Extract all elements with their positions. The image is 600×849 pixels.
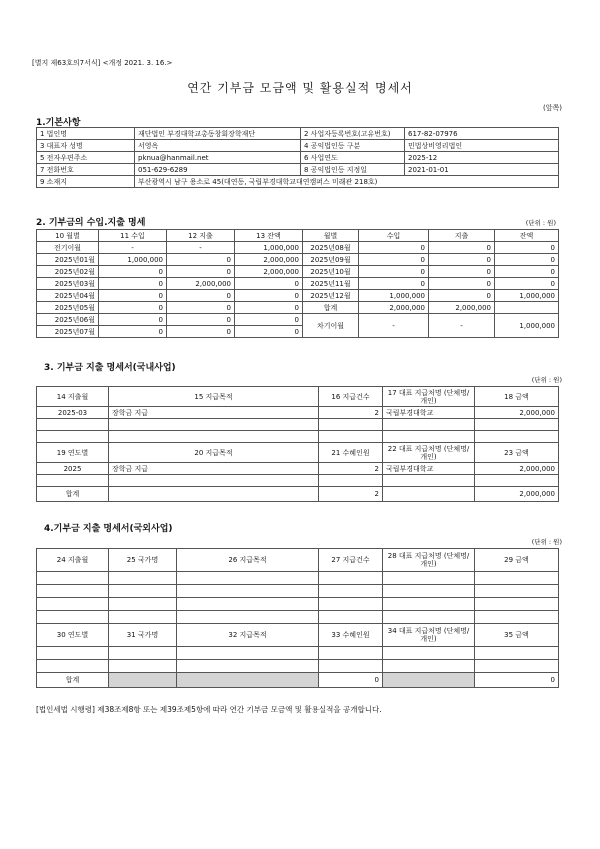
cell: 1,000,000 [359, 290, 429, 302]
document-title: 연간 기부금 모금액 및 활용실적 명세서 [187, 81, 413, 95]
cell: 0 [99, 266, 167, 278]
cell: 0 [495, 266, 559, 278]
table-row [37, 140, 559, 152]
cell: 0 [99, 278, 167, 290]
biz-no-value: 617-82-07976 [405, 128, 559, 140]
form-note: [별지 제63호의7서식] <개정 2021. 3. 16.> [32, 59, 173, 67]
total-income: 2,000,000 [359, 302, 429, 314]
legal-footer-note: [법인세법 시행령] 제38조제8항 또는 제39조제5항에 따라 연간 기부금 모금액 및 활용실적을 공개합니다. [36, 705, 382, 714]
col-recipient: 17 대표 지급처명 (단체명/개인) [383, 387, 475, 407]
table-row [37, 475, 559, 487]
cell: 0 [429, 254, 495, 266]
table-row [37, 290, 559, 302]
col-month-2: 월별 [303, 230, 359, 242]
front-page-label: (앞쪽) [543, 104, 562, 112]
cell: 0 [167, 326, 235, 338]
cell: 0 [495, 242, 559, 254]
table-header-row [37, 549, 559, 572]
cell: 0 [167, 266, 235, 278]
cell: 0 [167, 254, 235, 266]
cell: 2 [319, 463, 383, 475]
col-purpose-2: 20 지급목적 [109, 443, 319, 463]
cell: - [99, 242, 167, 254]
fiscal-year-label: 6 사업연도 [301, 152, 405, 164]
domestic-expense-table [36, 386, 559, 502]
overseas-section-title: 4.기부금 지출 명세서(국외사업) [44, 524, 173, 534]
table-header-row [37, 230, 559, 242]
cell: 2025년09월 [303, 254, 359, 266]
table-row [37, 673, 559, 688]
cell: 전기이월 [37, 242, 99, 254]
carry-forward-income: - [359, 314, 429, 338]
cell [495, 302, 559, 314]
table-row [37, 611, 559, 624]
cell: 0 [495, 254, 559, 266]
col-expense-month: 14 지출월 [37, 387, 109, 407]
cell: 1,000,000 [99, 254, 167, 266]
table-header-row [37, 443, 559, 463]
col-month: 10 월별 [37, 230, 99, 242]
table-row [37, 302, 559, 314]
cell: 2025년08월 [303, 242, 359, 254]
col-income-2: 수입 [359, 230, 429, 242]
cell: 2025년10월 [303, 266, 359, 278]
col-country-2: 31 국가명 [109, 624, 177, 647]
col-purpose: 15 지급목적 [109, 387, 319, 407]
corp-name-value: 재단법인 부경대학교총동창회장학재단 [135, 128, 301, 140]
basic-section-title: 1.기본사항 [36, 118, 81, 128]
cell: 0 [235, 314, 303, 326]
cell: 0 [167, 302, 235, 314]
col-recipient: 28 대표 지급처명 (단체명/개인) [383, 549, 475, 572]
table-row [37, 487, 559, 502]
biz-no-label: 2 사업자등록번호(고유번호) [301, 128, 405, 140]
table-row [37, 152, 559, 164]
overseas-total-label: 합계 [37, 673, 109, 688]
table-row [37, 164, 559, 176]
cell: 0 [429, 278, 495, 290]
domestic-total-label: 합계 [37, 487, 109, 502]
address-value: 부산광역시 남구 용소로 45(대연동, 국립부경대학교대연캠퍼스 미래관 218호) [135, 176, 559, 188]
cell: 국립부경대학교 [383, 463, 475, 475]
corp-name-label: 1 법인명 [37, 128, 135, 140]
cell: 2025년07월 [37, 326, 99, 338]
col-recipient-2: 22 대표 지급처명 (단체명/개인) [383, 443, 475, 463]
col-year: 30 연도별 [37, 624, 109, 647]
table-row [37, 585, 559, 598]
domestic-section-title: 3. 기부금 지출 명세서(국내사업) [44, 363, 176, 373]
cell: 0 [359, 254, 429, 266]
cell: 2025년03월 [37, 278, 99, 290]
table-row [37, 431, 559, 443]
cell: 0 [429, 242, 495, 254]
domestic-unit: (단위 : 원) [531, 376, 562, 384]
col-recipient-2: 34 대표 지급처명 (단체명/개인) [383, 624, 475, 647]
col-balance: 13 잔액 [235, 230, 303, 242]
corp-type-value: 민법상비영리법인 [405, 140, 559, 152]
col-amount-2: 23 금액 [475, 443, 559, 463]
designation-date-value: 2021-01-01 [405, 164, 559, 176]
cell: 2025년12월 [303, 290, 359, 302]
col-purpose: 26 지급목적 [177, 549, 319, 572]
col-income: 11 수입 [99, 230, 167, 242]
cell: 0 [359, 266, 429, 278]
phone-value: 051-629-6289 [135, 164, 301, 176]
table-row [37, 128, 559, 140]
cell: 2025년05월 [37, 302, 99, 314]
cell: 장학금 지급 [109, 407, 319, 419]
table-row [37, 407, 559, 419]
col-balance-2: 잔액 [495, 230, 559, 242]
cell: 2,000,000 [475, 407, 559, 419]
income-section-title: 2. 기부금의 수입.지출 명세 [36, 218, 146, 228]
table-row [37, 463, 559, 475]
carry-forward-expense: - [429, 314, 495, 338]
cell: 0 [359, 242, 429, 254]
table-row [37, 278, 559, 290]
cell: 2,000,000 [167, 278, 235, 290]
cell: 0 [495, 278, 559, 290]
cell: 2025년11월 [303, 278, 359, 290]
cell: 2,000,000 [475, 463, 559, 475]
cell: - [167, 242, 235, 254]
carry-forward-label: 차기이월 [303, 314, 359, 338]
cell: 0 [235, 290, 303, 302]
table-row [37, 314, 559, 326]
cell: 1,000,000 [235, 242, 303, 254]
col-country: 25 국가명 [109, 549, 177, 572]
table-row [37, 419, 559, 431]
col-expense-2: 지출 [429, 230, 495, 242]
overseas-expense-table [36, 548, 559, 688]
overseas-total-amount: 0 [475, 673, 559, 688]
income-expense-table [36, 229, 559, 338]
col-purpose-2: 32 지급목적 [177, 624, 319, 647]
address-label: 9 소재지 [37, 176, 135, 188]
fiscal-year-value: 2025-12 [405, 152, 559, 164]
table-header-row [37, 387, 559, 407]
cell: 0 [359, 278, 429, 290]
email-value: pknua@hanmail.net [135, 152, 301, 164]
cell: 0 [99, 314, 167, 326]
cell: 0 [167, 290, 235, 302]
phone-label: 7 전화번호 [37, 164, 135, 176]
income-unit: (단위 : 원) [525, 219, 556, 227]
cell: 0 [429, 290, 495, 302]
table-header-row [37, 624, 559, 647]
cell: 2025-03 [37, 407, 109, 419]
designation-date-label: 8 공익법인등 지정일 [301, 164, 405, 176]
cell: 2025년02월 [37, 266, 99, 278]
col-amount: 18 금액 [475, 387, 559, 407]
col-amount: 29 금액 [475, 549, 559, 572]
cell: 0 [99, 326, 167, 338]
cell: 2025년04월 [37, 290, 99, 302]
cell: 2025년01월 [37, 254, 99, 266]
email-label: 5 전자우편주소 [37, 152, 135, 164]
basic-info-table [36, 127, 559, 188]
cell: 2025 [37, 463, 109, 475]
table-row [37, 266, 559, 278]
rep-name-value: 서영옥 [135, 140, 301, 152]
cell: 0 [235, 326, 303, 338]
total-label: 합계 [303, 302, 359, 314]
carry-forward-balance: 1,000,000 [495, 314, 559, 338]
col-count: 16 지급건수 [319, 387, 383, 407]
overseas-total-count: 0 [319, 673, 383, 688]
cell: 0 [99, 290, 167, 302]
table-row [37, 176, 559, 188]
cell: 0 [429, 266, 495, 278]
cell: 0 [99, 302, 167, 314]
col-beneficiaries: 33 수혜인원 [319, 624, 383, 647]
overseas-unit: (단위 : 원) [531, 538, 562, 546]
table-row [37, 660, 559, 673]
col-expense-month: 24 지출월 [37, 549, 109, 572]
table-row [37, 242, 559, 254]
cell: 2,000,000 [235, 266, 303, 278]
cell: 0 [235, 302, 303, 314]
table-row [37, 647, 559, 660]
cell: 2 [319, 407, 383, 419]
rep-name-label: 3 대표자 성명 [37, 140, 135, 152]
table-row [37, 572, 559, 585]
col-beneficiaries: 21 수혜인원 [319, 443, 383, 463]
cell: 1,000,000 [495, 290, 559, 302]
cell: 0 [167, 314, 235, 326]
corp-type-label: 4 공익법인등 구분 [301, 140, 405, 152]
total-expense: 2,000,000 [429, 302, 495, 314]
col-amount-2: 35 금액 [475, 624, 559, 647]
table-row [37, 598, 559, 611]
col-count: 27 지급건수 [319, 549, 383, 572]
cell: 2025년06월 [37, 314, 99, 326]
domestic-total-amount: 2,000,000 [475, 487, 559, 502]
cell: 장학금 지급 [109, 463, 319, 475]
cell: 0 [235, 278, 303, 290]
domestic-total-count: 2 [319, 487, 383, 502]
col-expense: 12 지출 [167, 230, 235, 242]
table-row [37, 254, 559, 266]
cell: 2,000,000 [235, 254, 303, 266]
cell: 국립부경대학교 [383, 407, 475, 419]
col-year: 19 연도별 [37, 443, 109, 463]
